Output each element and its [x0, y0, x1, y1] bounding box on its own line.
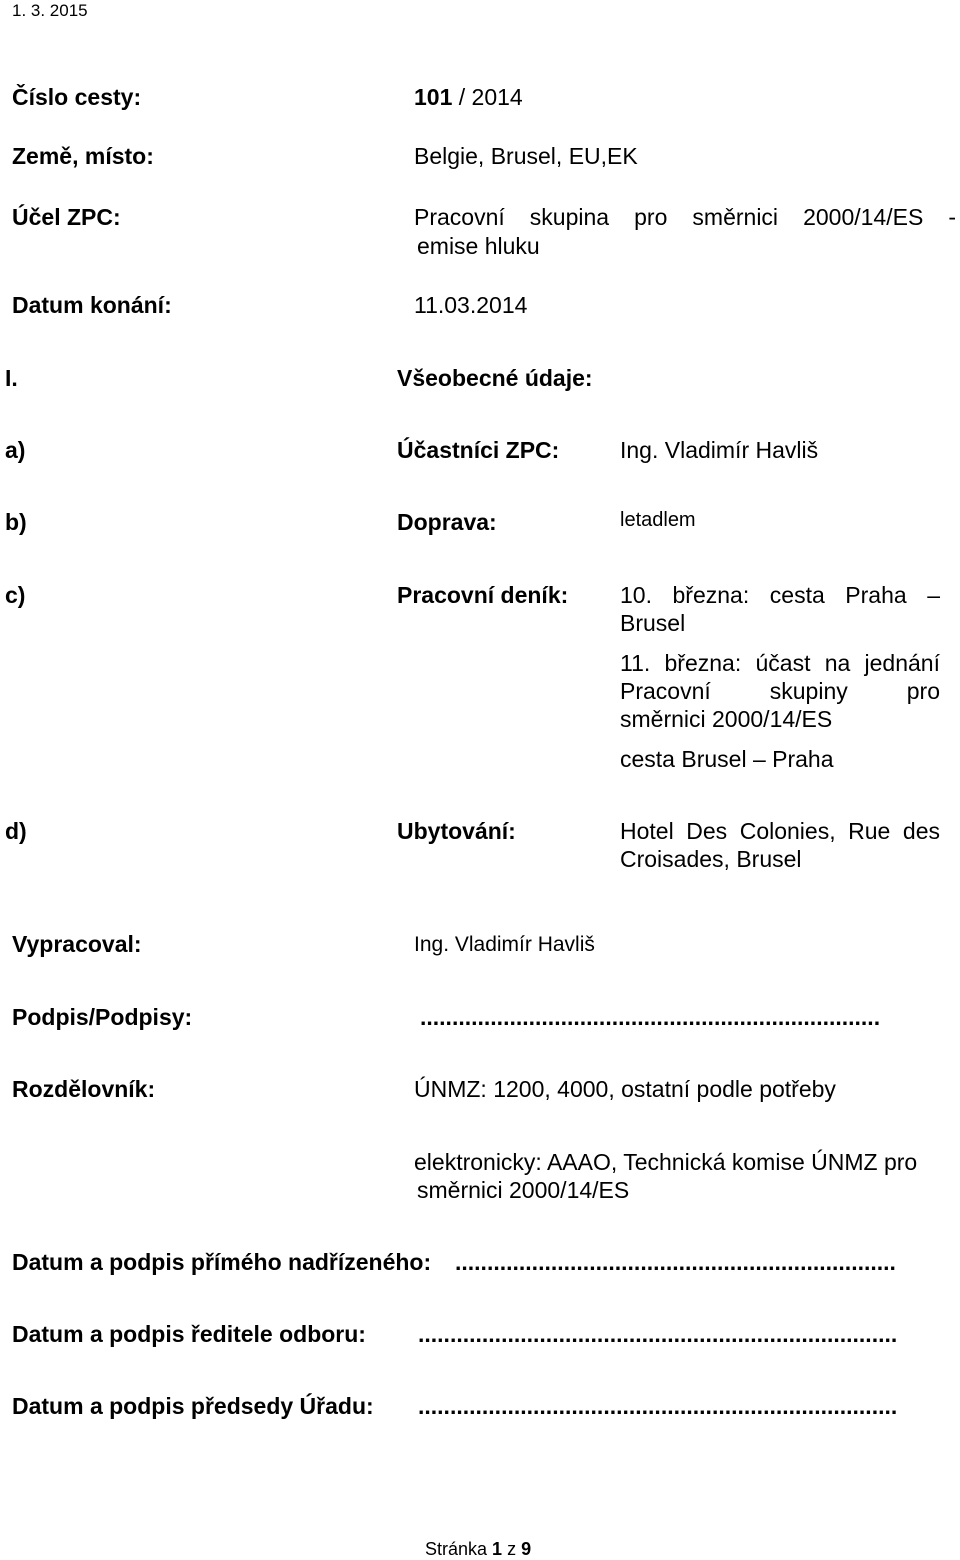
work-diary-entry1-line1: 10. března: cesta Praha –: [620, 582, 940, 608]
item-c-label: Pracovní deník:: [397, 582, 569, 608]
item-a-letter: a): [5, 437, 26, 463]
electronic-line2: směrnici 2000/14/ES: [417, 1177, 630, 1203]
section-title: Všeobecné údaje:: [397, 365, 593, 391]
work-diary-entry2-line3: směrnici 2000/14/ES: [620, 706, 833, 732]
work-diary-entry2-line1: 11. března: účast na jednání: [620, 650, 940, 676]
work-diary-entry1-line2: Brusel: [620, 610, 686, 636]
purpose-label: Účel ZPC:: [12, 204, 121, 230]
place-value: Belgie, Brusel, EU,EK: [414, 143, 638, 169]
item-c-letter: c): [5, 582, 26, 608]
date-label: Datum konání:: [12, 292, 172, 318]
purpose-line2: emise hluku: [417, 233, 540, 259]
trip-number-label: Číslo cesty:: [12, 84, 142, 110]
purpose-line1: Pracovní skupina pro směrnici 2000/14/ES -: [414, 204, 956, 230]
prepared-value: Ing. Vladimír Havliš: [414, 933, 595, 956]
work-diary-entry2-line2: Pracovní skupiny pro: [620, 678, 940, 704]
accommodation-line2: Croisades, Brusel: [620, 846, 802, 872]
item-d-label: Ubytování:: [397, 818, 516, 844]
distribution-value: ÚNMZ: 1200, 4000, ostatní podle potřeby: [414, 1076, 836, 1102]
item-b-label: Doprava:: [397, 509, 497, 535]
date-value: 11.03.2014: [414, 292, 528, 318]
director-signature-label: Datum a podpis ředitele odboru:: [12, 1321, 366, 1347]
prepared-label: Vypracoval:: [12, 931, 142, 957]
page-middle: z: [502, 1539, 522, 1559]
item-b-letter: b): [5, 509, 27, 535]
signature-dots: ........................................................................: [420, 1004, 881, 1030]
page-total: 9: [521, 1539, 532, 1559]
page-number: [425, 1539, 531, 1560]
director-signature-dots: ...........................................................................: [418, 1321, 898, 1347]
electronic-line1: elektronicky: AAAO, Technická komise ÚNMZ pro: [414, 1149, 918, 1175]
page-current: 1: [492, 1539, 503, 1559]
distribution-label: Rozdělovník:: [12, 1076, 156, 1102]
page-prefix: Stránka: [425, 1539, 493, 1559]
place-label: Země, místo:: [12, 143, 154, 169]
superior-signature-label: Datum a podpis přímého nadřízeného:: [12, 1249, 432, 1275]
accommodation-line1: Hotel Des Colonies, Rue des: [620, 818, 940, 844]
item-a-label: Účastníci ZPC:: [397, 437, 560, 463]
trip-number-bold: 101: [414, 84, 453, 110]
superior-signature-dots: .....................................................................: [455, 1249, 896, 1275]
item-d-letter: d): [5, 818, 27, 844]
trip-number-value: [414, 84, 523, 111]
header-date: 1. 3. 2015: [12, 1, 88, 20]
chairman-signature-label: Datum a podpis předsedy Úřadu:: [12, 1393, 374, 1419]
item-b-value: letadlem: [620, 509, 696, 531]
item-a-value: Ing. Vladimír Havliš: [620, 437, 819, 463]
trip-number-rest: / 2014: [452, 84, 523, 110]
signature-label: Podpis/Podpisy:: [12, 1004, 193, 1030]
work-diary-entry3: cesta Brusel – Praha: [620, 746, 834, 772]
chairman-signature-dots: ...........................................................................: [418, 1393, 898, 1419]
section-number: I.: [5, 365, 18, 391]
